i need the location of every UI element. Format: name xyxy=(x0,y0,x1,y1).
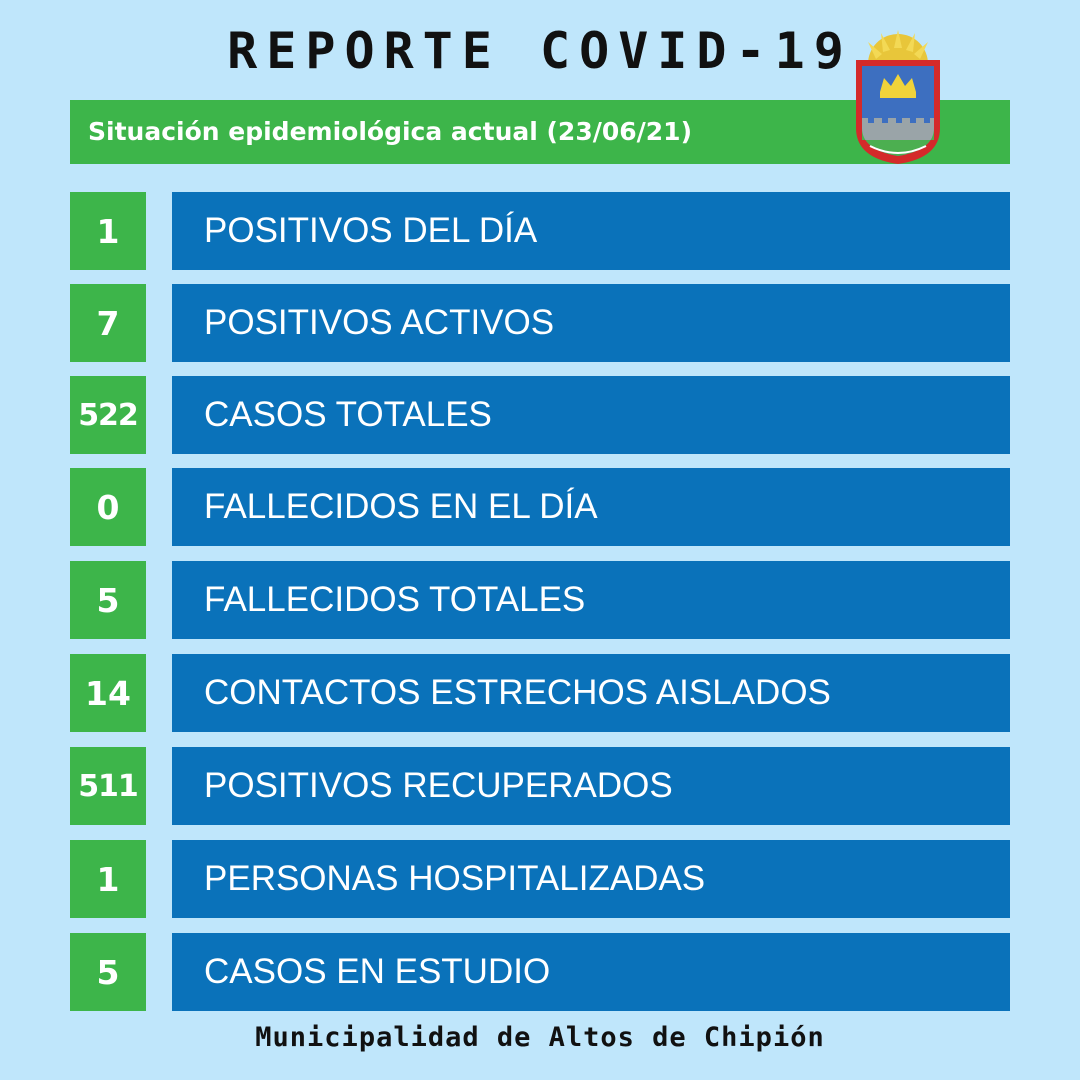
stat-row xyxy=(0,747,1080,825)
stat-value: 7 xyxy=(70,284,146,362)
stat-label: PERSONAS HOSPITALIZADAS xyxy=(172,840,1010,918)
stat-label: CONTACTOS ESTRECHOS AISLADOS xyxy=(172,654,1010,732)
stat-value: 511 xyxy=(70,747,146,825)
municipal-crest-icon xyxy=(848,28,948,168)
stat-row xyxy=(0,840,1080,918)
page-title: REPORTE COVID-19 xyxy=(227,22,853,80)
stat-value: 522 xyxy=(70,376,146,454)
stat-row xyxy=(0,284,1080,362)
stat-label: POSITIVOS ACTIVOS xyxy=(172,284,1010,362)
stat-row xyxy=(0,561,1080,639)
stat-label: POSITIVOS DEL DÍA xyxy=(172,192,1010,270)
stat-value: 14 xyxy=(70,654,146,732)
stat-label: FALLECIDOS EN EL DÍA xyxy=(172,468,1010,546)
stat-label: CASOS TOTALES xyxy=(172,376,1010,454)
stat-value: 1 xyxy=(70,192,146,270)
stat-label: FALLECIDOS TOTALES xyxy=(172,561,1010,639)
footer-text: Municipalidad de Altos de Chipión xyxy=(255,1022,825,1053)
stat-label: CASOS EN ESTUDIO xyxy=(172,933,1010,1011)
stat-row xyxy=(0,468,1080,546)
stat-value: 0 xyxy=(70,468,146,546)
stat-value: 1 xyxy=(70,840,146,918)
stat-row xyxy=(0,654,1080,732)
subtitle-text: Situación epidemiológica actual (23/06/21) xyxy=(88,117,692,146)
stat-label: POSITIVOS RECUPERADOS xyxy=(172,747,1010,825)
stat-row xyxy=(0,376,1080,454)
stat-row xyxy=(0,933,1080,1011)
stat-value: 5 xyxy=(70,561,146,639)
stat-row xyxy=(0,192,1080,270)
stat-value: 5 xyxy=(70,933,146,1011)
